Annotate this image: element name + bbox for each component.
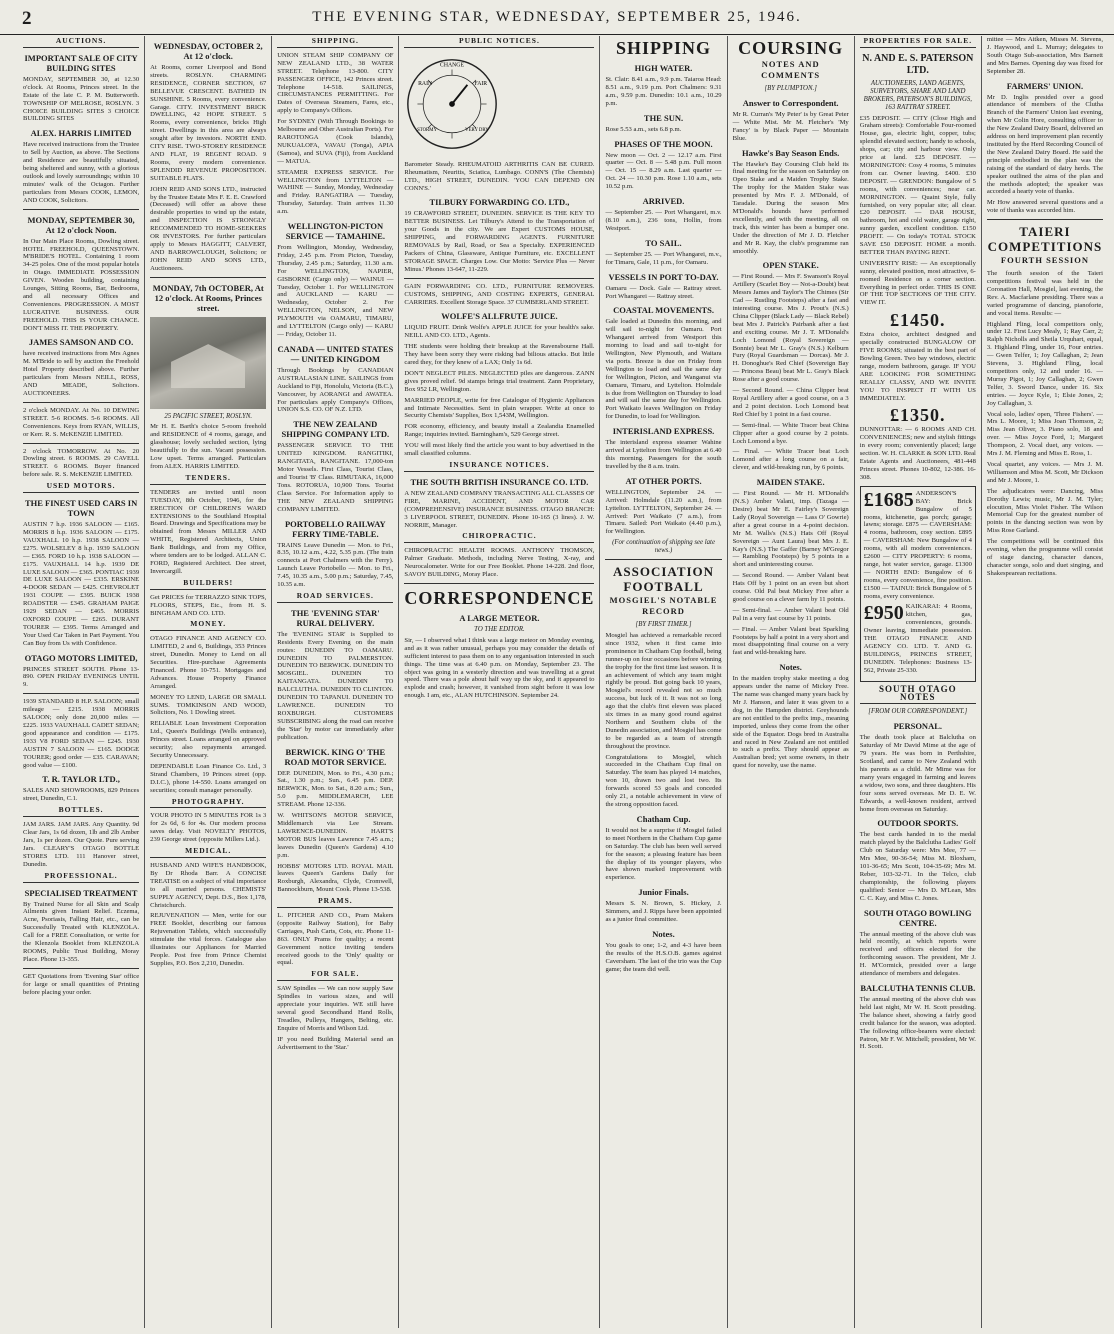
ad-text: HOBBS' MOTORS LTD. ROYAL MAIL leaves Queen's Gardens Daily for Roxburgh, Alexandra, Clyde, Cromwell, Bannockburn, Mount Cook. Phone 13-538. xyxy=(277,862,394,894)
ad-text: SAW Spindles — We can now supply Saw Spindles in various sizes, and will appreciate your inquiries. WE still have several good Secondhand Hand Rolls, Treadles, Pulleys, Hangers, Belting, etc. Enquire of Morris and Wilson Ltd. xyxy=(277,985,394,1032)
ad-heading: MONDAY, 7th OCTOBER, At 12 o'clock. At Rooms, Princes street. xyxy=(152,282,264,313)
column-auctions xyxy=(18,36,145,1328)
columns xyxy=(18,36,1108,1328)
news-text: Gale loaded at Dunedin this morning, and will sail to-night for Oamaru. Port Whangarei arrived from Westport this morning to load and sail to-night for Wellington, New Plymouth, and Waitara via ports. Breeze is due on Friday from Wellington to load and sail the same day for Wellington, Picton, and Wanganui via Oamaru, Timaru, and Lyttelton. Holmdale is due from Wellington on Thursday to load and will sail the same day for Wellington. Port Waikato leaves Wellington on Friday for Dunedin, to load for Wellington. xyxy=(605,318,722,421)
news-heading: BALCLUTHA TENNIS CLUB. xyxy=(860,983,976,993)
ad-text: UNIVERSITY RISE: — An exceptionally sunny, elevated position, most attractive, 6-roomed Residence on a corner section. Everything in perfect order. THIS IS ONE OF THE TOP SECTIONS OF THE CITY. VIEW IT. xyxy=(859,259,976,307)
news-text: It would not be a surprise if Mosgiel failed to meet Northern in the Chatham Cup game on Saturday. The club has been well served for the season; a pleasing feature has been the display of its younger players, who have shown marked improvement with experience. xyxy=(605,826,722,882)
byline: [FROM OUR CORRESPONDENT.] xyxy=(868,708,968,716)
ad-text: REJUVENATION — Men, write for our FREE Booklet, describing our famous Rejuvenation Tablets, which successfully stimulate the vital forces. Catalogue also illustrates our Appliances for Married People. Post free from Prince Chemist Supplies, P.O. Box 2,210, Dunedin. xyxy=(150,912,267,967)
ad-subheading: AUCTIONEERS, LAND AGENTS, SURVEYORS, SHARE AND LAND BROKERS, PATERSON'S BUILDINGS, 163 RATTRAY STREET. xyxy=(863,79,972,111)
section-heading: PUBLIC NOTICES. xyxy=(404,37,594,48)
ad-text: CHIROPRACTIC HEALTH ROOMS. ANTHONY THOMSON, Palmer Graduate. Methods, including Nerve Testing, X-ray, and Neurocalometer. Write for our Free Booklet. Phone 14-228. 2nd floor, SAVOY BUILDING, Moray Place. xyxy=(404,547,595,579)
shipping-heading: SHIPPING xyxy=(616,38,712,58)
ad-text: OTAGO FINANCE AND AGENCY CO. LIMITED, 2 and 6, Buildings, 353 Princes street, Dunedin. Money to Lend on all Securities. Hire-purchase Agreements Financed. Phone 10-751. Mortgages and Advances. House Property Finance Arranged. xyxy=(150,635,267,690)
correspondence-heading: CORRESPONDENCE xyxy=(404,587,595,608)
news-text: New moon — Oct. 2 — 12.17 a.m. First quarter — Oct. 8 — 5.48 p.m. Full moon — Oct. 15 — 8.29 a.m. Last quarter — Oct. 24 — 10.30 p.m. Rose 1.10 a.m., sets 10.52 p.m. xyxy=(605,151,722,191)
news-text: Mosgiel has achieved a remarkable record since 1932, when it first came into prominence in Chatham Cup football, being runner-up on four occasions before winning the trophy for the first time last season. It is an achievement of which any team might rightly be proud. But going back 10 years, Mosgiel's record revealed not so much success, but luck of it. It was not so long ago that the club's first eleven was placed six times in as many good round against Northern and Southern clubs of the Dunedin association, and Mosgiel has come to be regarded as a team of strength throughout the province. xyxy=(605,631,722,750)
section-heading: MONEY. xyxy=(150,620,266,631)
news-heading: OUTDOOR SPORTS. xyxy=(877,818,959,829)
dial-label-rain: RAIN xyxy=(418,80,433,87)
divider xyxy=(404,278,594,279)
ad-text: L. PITCHER AND CO., Pram Makers (opposite Railway Station), for Baby Carriages, Push Carts, Cots, etc. Phone 11-863. ONLY Prams for quality; a recent Government notice inviting tenders received goods to the 'Only' quality or equal. xyxy=(277,912,394,967)
news-text: — Second Round. — China Clipper beat Royal Artillery after a good course, on a 3 and 2 point decision. Loch Lomond beat Red Chief by 1 point in a fast course. xyxy=(732,387,849,418)
letter-subheading: TO THE EDITOR. xyxy=(474,625,525,633)
ad-heading: ALEX. HARRIS LIMITED xyxy=(30,128,132,139)
ad-text: A NEW ZEALAND COMPANY TRANSACTING ALL CLASSES OF FIRE, MARINE, ACCIDENT, AND MOTOR CAR (COMPREHENSIVE) INSURANCE BUSINESS. OTAGO BRANCH: 3 LIVERPOOL STREET, DUNEDIN. Phone 10-165 (3 lines). J. W. NORRIE, Manager. xyxy=(404,489,595,529)
price-heading: £1450. xyxy=(890,310,946,331)
ad-text: MONEY TO LEND, LARGE OR SMALL SUMS. TOMKINSON AND WOOD, Solicitors, No. 1 Dowling street. xyxy=(150,693,267,717)
divider xyxy=(23,968,139,969)
ad-heading: THE 'EVENING STAR' RURAL DELIVERY. xyxy=(291,607,380,628)
ad-text: JOHN REID AND SONS LTD., instructed by the Trustee Estate Mrs F. E. E. Crawford (Deceased) will offer as above these desirable properties to wind up the estate, and INSPECTION IS STRONGLY RECOMMENDED TO HOME-SEEKERS OR INVESTORS. For further particulars apply to Messrs HAGGITT, CALVERT, AND BARROWCLOUGH, Solicitors; or JOHN REID AND SONS LTD., Auctioneers. xyxy=(150,185,267,272)
section-heading: ROAD SERVICES. xyxy=(277,592,393,603)
news-text: The competitions will be continued this evening, when the programme will consist of stage dancing, character dances, character songs, solo and duet singing, and Shakespearean recitations. xyxy=(986,538,1104,577)
section-heading: PROFESSIONAL. xyxy=(23,872,139,883)
ad-heading: PORTOBELLO RAILWAY FERRY TIME-TABLE. xyxy=(284,518,386,539)
section-heading: USED MOTORS. xyxy=(23,482,139,493)
column-property-tenders xyxy=(145,36,272,1328)
news-heading: PHASES OF THE MOON. xyxy=(614,138,713,149)
ad-text: 19 CRAWFORD STREET, DUNEDIN. SERVICE IS THE KEY TO BETTER BUSINESS. Let Tilbury's Attend to the Transportation of your Goods in the city. We are Expert CUSTOMS HOUSE, SHIPPING, and FORWARDING AGENTS. FURNITURE REMOVALS by Rail, Road, or Sea a Specialty. EXPERIENCED Packers of China, Glassware, Antique Furniture, etc. EXCELLENT STORAGE SPACE. Charges Low. Our Motto: 'Service Plus — Never Minus.' Phones 13-647, 11-229. xyxy=(404,210,595,273)
ad-heading: JAMES SAMSON AND CO. xyxy=(28,337,134,348)
taieri-heading: TAIERI COMPETITIONS xyxy=(987,224,1103,255)
news-heading: Chatham Cup. xyxy=(636,813,691,824)
ad-text: Barometer Steady. RHEUMATOID ARTHRITIS CAN BE CURED. Rheumatism, Neuritis, Sciatica, Lumbago. CONN'S (The Chemists) LTD., HIGH STREET, DUNEDIN. 'YOU CAN DEPEND ON CONN'S.' xyxy=(404,160,595,192)
news-text: You goals to one; 1-2, and 4-3 have been the results of the H.S.O.B. games against Caversham. The last of the trio was the Cup game; the team did well. xyxy=(605,941,722,973)
dial-label-stormy: STORMY xyxy=(417,127,438,133)
ad-heading: SPECIALISED TREATMENT xyxy=(24,887,138,898)
price-heading: £1685 xyxy=(863,488,914,511)
news-text: The annual meeting of the above club was held recently, at which reports were received and officers elected for the forthcoming season. The president, Mr J. H. M'Cormick, presided over a large attendance of members and delegates. xyxy=(859,930,976,978)
section-heading: PRAMS. xyxy=(277,897,393,908)
column-properties xyxy=(855,36,982,1328)
news-text: — First Round. — Mrs F. Swanson's Royal Artillery (Scarlet Boy — Not-a-Doubt) beat Messrs James and Taylor's The Chimes (Sir Cad — Rustling Footsteps) after a fast and interesting course. Mrs J. Prout's (N.S.) China Clipper (Black Lady — Black Rebel) beat Mrs J. Patrick's Pairbank after a fast and exciting course. Mr J. T. M'Donald's Loch Lomond (Royal Sovereign — Bonnie) beat Mr L. Gray's (N.S.) Kelburn Fury (Royal Guardsman — Dorcas). Mr J. H. Donoghue's Red Chief (Sovereign Bay — Princess Beau) beat Mr L. Gray's Black Rose after a good course. xyxy=(732,273,849,384)
news-text: Vocal quartet, any voices. — Mrs J. M. Williamson and Miss M. Scott, Mr Dickson and Mr J. Moore, 1. xyxy=(986,460,1104,484)
column-taieri xyxy=(982,36,1108,1328)
section-heading: SOUTH OTAGO NOTES xyxy=(860,686,976,705)
section-heading: CHIROPRACTIC. xyxy=(404,532,594,543)
dial-label-change: CHANGE xyxy=(440,62,465,69)
section-heading: AUCTIONS. xyxy=(23,37,139,48)
ad-text: DUNNOTTAR: — 6 ROOMS AND CH. CONVENIENCES; new and stylish fittings in every room; conveniently placed; large section. W. H. CLARKE & SON LTD. Real Estate Agents and Auctioneers, 481-448 Princes street. Phones 10-802, 12-386. 16-308. xyxy=(859,426,976,481)
ad-text: HUSBAND AND WIFE'S HANDBOOK, By Dr Rhoda Barr. A CONCISE TREATISE on a subject of vital importance to all married persons. CHEMISTS' SUPPLY AGENCY, Dept. D.S., Box 1,178, Christchurch. xyxy=(150,861,267,909)
section-heading: PROPERTIES FOR SALE. xyxy=(860,37,976,48)
property-list-box xyxy=(860,486,976,682)
ad-text: UNION STEAM SHIP COMPANY OF NEW ZEALAND LTD., 38 WATER STREET. Telephone 13-800. CITY PASSENGER OFFICE, 142 Princes street. Telephone 14-518. SAILINGS, CIRCUMSTANCES PERMITTING. For Dates of Overseas Steamers, Fares, etc., apply to Company's Offices. xyxy=(277,51,394,115)
section-heading: MEDICAL. xyxy=(150,847,266,858)
news-heading: TO SAIL. xyxy=(645,237,682,248)
news-text: In the maiden trophy stake meeting a dog appears under the name of Mickey Free. The name was changed many years back by Mr J. Hanson, and later it was given to a dog, in the Hampden district. Greyhounds are not entitled to the prefix imp., meaning imported, unless they come from the other side of the Equator. Dogs bred in Australia and raced in New Zealand are not entitled to such a prefix. They should appear as Australian bred; yet some owners, in their quest for novelty, use the name. xyxy=(732,675,849,770)
news-heading: PERSONAL. xyxy=(893,721,943,732)
section-heading: BUILDERS! xyxy=(150,579,266,590)
ad-heading: THE FINEST USED CARS IN TOWN xyxy=(24,498,138,519)
letter-heading: A LARGE METEOR. xyxy=(459,612,540,623)
ad-heading: MONDAY, SEPTEMBER 30, At 12 o'clock Noon. xyxy=(27,214,135,235)
news-heading: COASTAL MOVEMENTS. xyxy=(613,305,714,316)
ad-text: RELIABLE Loan Investment Corporation Ltd., Queen's Buildings (Wells entrance), Princes street. Loans arranged on approved security; also repayments arranged. Security Unnecessary. xyxy=(150,720,267,759)
ad-text: THE students were holding their breakup at the Ravensbourne Hall. They have been sorry they were risking bad bilious attacks. But little cared they, for they knew of a LAX; Only 1s 6d. xyxy=(404,343,595,367)
news-note: (For continuation of shipping see late news.) xyxy=(612,539,715,555)
ad-text: MARRIED PEOPLE, write for free Catalogue of Hygienic Appliances and Intimate Necessities. Sent in plain wrapper. Write at once to Security Chemists' Supplies, Box 1,543M, Wellington. xyxy=(404,396,595,420)
ad-text: Mr H. E. Barth's choice 5-room freehold and RESIDENCE of 4 rooms, garage, and glasshouse; lovely secluded section, lying beautifully to the sun. Vacant possession. Low upset. Terms arranged. Particulars from ALEX. HARRIS LIMITED. xyxy=(150,423,267,470)
byline: [BY PLUMPTON.] xyxy=(764,85,817,92)
news-text: Mr D. Inglis presided over a good attendance of members of the Clutha Branch of the Farmers' Union last evening, when Mr Colin Hore, consulting officer to the New Zealand Dairy Board, delivered an address on herd improvement plan recently instituted by the Herd Recording Council of the New Zealand Dairy Board. He said the principle embodied in the plan was the raising of the standard of dairy herds. The speaker outlined the aims of the plan and the methods adopted; the speaker was accorded a hearty vote of thanks. xyxy=(986,93,1104,196)
dial-label-fair: FAIR xyxy=(474,80,488,87)
ad-heading: TILBURY FORWARDING CO. LTD., xyxy=(429,197,570,208)
ad-heading: WEDNESDAY, OCTOBER 2, At 12 o'clock. xyxy=(153,41,263,61)
news-text: Congratulations to Mosgiel, which succeeded in the Chatham Cup final on Saturday. The team has played 14 matches, won 10, drawn two and lost two. Its forwards scored 53 goals and conceded only 21, a notable achievement in view of the strong opposition faced. xyxy=(605,753,722,808)
divider xyxy=(605,559,721,560)
ad-text: ANDERSON'S BAY: Brick Bungalow of 5 rooms, kitchenette, gas porch; garage; lawns; storage. £875 — CAVERSHAM: 4 rooms, bathroom, cosy section. £895 — CAVERSHAM: New Bungalow of 4 rooms, with all modern conveniences. £2600 — CITY PROPERTY: 6 rooms, range, hot water service, garage. £1300 — NORTH END: Bungalow of 6 rooms, every convenience, fine position. £1500 — TAINUI: Brick Bungalow of 5 rooms, every convenience. xyxy=(863,489,972,600)
ad-text: From Wellington, Monday, Wednesday, Friday, 2.45 p.m. From Picton, Tuesday, Thursday, 2.45 p.m.; Saturday, 11.30 a.m. For WELLINGTON, NAPIER, GISBORNE (Cargo only) — WAINUI — Tuesday, October 1. For WELLINGTON and AUCKLAND — KARU — Wednesday, October 2. For WELLINGTON, NELSON, and NEW PLYMOUTH via OAMARU, TIMARU, and LYTTELTON (Cargo only) — KARU — Friday, October 11. xyxy=(277,244,394,338)
divider xyxy=(23,443,139,444)
ad-text: have received instructions from Mrs Agnes M. M'Bride to sell by auction the Freehold Hotel Property described above. Further particulars from Messrs NEILL, ROSS, AND MEADE, Solicitors. AUCTIONEERS. xyxy=(23,350,140,397)
news-heading: ARRIVED. xyxy=(642,196,685,207)
ad-text: GAIN FORWARDING CO. LTD., FURNITURE REMOVERS. CUSTOMS, SHIPPING, AND COSTING EXPERTS, GENERAL CARRIERS. Excellent Storage Space. 37 CUMBERLAND STREET. xyxy=(404,282,595,306)
ad-text: 2 o'clock MONDAY. At No. 10 DEWING STREET. 5-6 ROOMS. 5-6 ROOMS. All Conveniences. Keys from RYAN, WILLIS, or Kerr. R. S. McKENZIE LIMITED. xyxy=(23,406,140,438)
ad-text: STEAMER EXPRESS SERVICE. For WELLINGTON from LYTTELTON — WAHINE — Sunday, Monday, Wednesday and Friday. RANGATIRA — Tuesday, Thursday, Saturday. Train arrives 11.30 a.m. xyxy=(277,168,394,216)
football-heading: ASSOCIATION FOOTBALL xyxy=(612,564,715,595)
ad-text: £35 DEPOSIT. — CITY (Close High and Graham streets): Comfortable Four-roomed House, gas, electric light, copper, tubs; splendid elevated section; handy to schools, shops, car; city and harbour view. Only price at land. £25 DEPOSIT. — MORNINGTON: Cosy 4 rooms, 5 minutes from car. Owner leaving. £400. £30 DEPOSIT. — GRENDON: Bungalow of 5 rooms, with conveniences; near car. MORNINGTON. — Quaint Style, fully furnished, on very popular site; all clear. £20 DEPOSIT. — DAR HOUSE, bathroom, hot and cold water, garage right, sunny garden, excellent condition. £150 PROFIT. — On today's TOTAL STOCK SAVE £50 DEPOSIT. HOME a month. BETTER THAN PAYING RENT. xyxy=(859,114,976,256)
news-text: — First Round. — Mr H. M'Donald's (N.S.) Amber Valani, imp. (Tazaga — Desire) beat Mr E. Fairley's Sovereign Lady (Royal Sovereign — Lass O' Gowrie) after a great course in a 4-point decision. Mr M. Walls's (N.S.) Hats Off (Royal Sovereign — Aunt Laura) beat Mrs J. E. Kay's (N.S.) The Gaffer (Barney M'Gregor — Rambling Footsteps) by 5 points in a short and uninteresting course. xyxy=(732,490,849,569)
news-text: St. Clair: 8.41 a.m., 9.9 p.m. Taiaroa Head: 8.51 a.m., 9.19 p.m. Port Chalmers: 9.31 a.m., 9.59 p.m. Dunedin: 10.1 a.m., 10.29 p.m. xyxy=(605,76,722,107)
news-text: Rose 5.53 a.m., sets 6.8 p.m. xyxy=(605,125,682,133)
divider xyxy=(404,583,594,584)
barometer-dial-icon xyxy=(404,56,500,152)
news-heading: MAIDEN STAKE. xyxy=(756,477,825,488)
news-heading: Notes. xyxy=(652,928,675,939)
news-text: The best cards handed in to the medal match played by the Balclutha Ladies' Golf Club on Saturday were: Mrs Mee, 77 — Mrs Mee, 90-36-54; Miss M. Bloxham, 101-36-65; Mrs Scott, 104-35-69; Mrs M. Reber, 103-32-71. In the Telco, club championship, the following players qualified: Senior — Mrs D. M'Lean, Mrs C. C. Kay, and Miss C. Jones. xyxy=(859,831,976,902)
news-heading: Junior Finals. xyxy=(638,887,689,898)
coursing-heading: COURSING xyxy=(738,38,844,58)
section-heading: TENDERS. xyxy=(150,474,266,485)
page-number: 2 xyxy=(22,8,32,29)
ad-heading: WOLFE'S ALLFRUTE JUICE. xyxy=(441,311,558,322)
ad-text: IF you need Building Material send an Advertisement to the 'Star.' xyxy=(277,1035,394,1051)
news-text: — September 25. — Port Whangarei, m.v., for Timaru, Gale, 11 p.m., for Oamaru. xyxy=(605,250,722,266)
news-text: Messrs S. N. Brown, S. Hickey, J. Simmers, and J. Ripps have been appointed as a junior final committee. xyxy=(605,900,722,924)
ad-text: DEPENDABLE Loan Finance Co. Ltd., 3 Strand Chambers, 19 Princes street (opp. D.I.C.), phone 14-550. Loans arranged on securities; consult manager personally. xyxy=(150,762,267,794)
ad-text: At Rooms, corner Liverpool and Bond streets. ROSLYN. CHARMING RESIDENCE, CORNER SECTION, 67 BELLEVUE CRESCENT. BATHED IN SUNSHINE. 5 Rooms, every convenience. Garage. CITY. INVESTMENT BRICK DWELLING, 42 HOPE STREET. 5 Rooms, every convenience, bricks High street. Dwellings in this area are always sought after by investors. NORTH END. CITY RISE. TWO-STOREY RESIDENCE AND FLAT, 19 REGENT ROAD. 9 Rooms, every modern convenience. SPLENDID REVENUE PROPOSITION. SUITABLE FLATS. xyxy=(150,64,267,182)
ad-heading: THE NEW ZEALAND SHIPPING COMPANY LTD. xyxy=(281,419,390,440)
news-text: — Final. — Amber Valani beat Sparkling Footsteps by half a point in a very short and most disappointing final course on a very fast and wild-breaking hare. xyxy=(732,625,849,657)
news-heading: AT OTHER PORTS. xyxy=(625,475,702,486)
news-text: Vocal solo, ladies' open, 'Three Fishers'. — Mrs L. Moore, 1; Miss Joan Thomson, 2; Miss Jean Oliver, 3. Piano solo, 18 and over. — Miss Joyce Ford, 1; Margaret Thompson, 2. Vocal duet, any voices. — Mrs J. M. Fleming and Miss E. Ross, 1. xyxy=(986,410,1104,458)
ad-text: FOR economy, efficiency, and beauty install a Zealandia Enamelled Range; inquiries invited. Barningham's, 529 George street. xyxy=(404,423,595,439)
ad-text: The 'EVENING STAR' is Supplied to Residents Every Evening on the main routes: DUNEDIN TO OAMARU. DUNEDIN TO PALMERSTON. DUNEDIN TO BERWICK. DUNEDIN TO MOSGIEL. DUNEDIN TO KAITANGATA. DUNEDIN TO BALCLUTHA. DUNEDIN TO CLINTON. DUNEDIN TO TAPANUI. DUNEDIN TO LAWRENCE. DUNEDIN TO ROXBURGH. CUSTOMERS SUBSCRIBING along the road can receive the 'Star' by motor car immediately after publication. xyxy=(277,630,394,741)
column-coursing xyxy=(728,36,855,1328)
ad-text: Have received instructions from the Trustee to Sell by Auction, as above. The Sections and Residence are beautifully situated, being sheltered and sunny, with a glorious outlook and lovely surroundings; within 10 minutes' walk of the Octagon. Further particulars from Messrs COOK, LEMON, AND COOK, Solicitors. xyxy=(23,141,140,204)
ad-text: By Trained Nurse for all Skin and Scalp Ailments given Instant Relief. Eczema, Acne, Psoriasis, Falling Hair, etc., can be Successfully Treated with KLENZOLA. Call for a FREE Consultation, or write for the Klenzola Booklet from KLENZOLA ROOMS, Public Trust Building, Moray Place. Phone 13-355. xyxy=(23,900,140,963)
news-text: Mr How answered several questions and a vote of thanks was accorded him. xyxy=(986,199,1104,215)
ad-text: GET Quotations from 'Evening Star' office for large or small quantities of Printing before placing your order. xyxy=(23,972,140,996)
ad-text: PASSENGER SERVICE TO THE UNITED KINGDOM. RANGITIKI, RANGITATA, RANGITANE. 17,000-ton Motor Vessels. First Class, Tourist Class, and Tourist 'B' Class. RIMUTAKA, 16,000 Tons. ROTORUA, 10,900 Tons. Tourist Class Service. For Information apply to THE NEW ZEALAND SHIPPING COMPANY LIMITED. xyxy=(277,442,394,513)
byline: [BY FIRST TIMER.] xyxy=(635,621,692,629)
divider xyxy=(23,209,139,210)
ad-heading: T. R. TAYLOR LTD., xyxy=(42,774,120,785)
news-text: The Hawke's Bay Coursing Club held its final meeting for the season on Saturday on Opeo Stake and a Maiden Trophy Stake. The trophy for the Maiden Stake was presented by Mrs F. J. M'Donald, of Taradale. During the season Mrs M'Donald's hounds have performed excellently, and with the meeting, all on track, this winter has been a bumper one. Under the direction of Mr J. D. Fletcher and Mr R. Kay, the club's programme ran smoothly. xyxy=(732,160,849,255)
section-heading: BOTTLES. xyxy=(23,806,139,817)
ad-text: In Our Main Place Rooms, Dowling street. HOTEL FREEHOLD, QUEENSTOWN. M'BRIDE'S HOTEL. Containing 1 room 34-25 poles. One of the most popular hotels in Otago. IMMEDIATE POSSESSION GIVEN. Wooden building, containing Lounges, Sitting Rooms, Bar, Bedrooms, and all necessary Offices and Conveniences. PROGRESSION. A MOST LUCRATIVE BUSINESS. OUR FREEHOLD. THIS IS YOUR CHANCE. DON'T MISS IT. THE PROPERTY. xyxy=(23,237,140,332)
football-subheading: MOSGIEL'S NOTABLE RECORD xyxy=(609,595,718,617)
news-heading: SOUTH OTAGO BOWLING CENTRE. xyxy=(864,907,972,928)
ad-text: SALES AND SHOWROOMS, 829 Princes street, Dunedin, C.1. xyxy=(23,787,140,803)
ad-text: AUSTIN 7 h.p. 1936 SALOON — £165. MORRIS 8 h.p. 1936 SALOON — £175. VAUXHALL 10 h.p. 1938 SALOON — £275. WOLSELEY 8 h.p. 1939 SALOON — £365. FORD 10 h.p. 1938 SALOON — £175. VAUXHALL 14 h.p. 1939 DE LUXE SALOON — £365. PONTIAC 1939 DE LUXE SALOON — £335. ERSKINE 4-DOOR SEDAN — £425. CHEVROLET 1931 COUPE — £395. BUICK 1938 ROADSTER — £345. GRAHAM PAIGE 1929 SEDAN — £465. MORRIS OXFORD COUPE — £265. DURANT TOURER — £395. Terms Arranged and Your Used Car Taken in Part Payment. You Can Buy from Us with Confidence. xyxy=(23,521,140,647)
news-text: — Semi-final. — White Tracer beat China Clipper after a good course by 2 points. Loch Lomond a bye. xyxy=(732,421,849,445)
news-heading: HIGH WATER. xyxy=(634,63,693,73)
divider xyxy=(23,402,139,403)
news-heading: Notes. xyxy=(779,662,802,673)
section-heading: SHIPPING. xyxy=(277,37,393,48)
column-shipping-news xyxy=(600,36,727,1328)
ad-text: MONDAY, SEPTEMBER 30, at 12.30 o'clock. At Rooms, Princes street. In the Estate of the late C. P. M. Butterworth. TOWNSHIP OF MELROSE, ROSLYN. 3 CHOICE BUILDING SITES 3 CHOICE BUILDING SITES xyxy=(23,75,140,123)
news-text: Oamaru — Dock. Gale — Rattray street. Port Whangarei — Rattray street. xyxy=(605,284,722,300)
news-heading: OPEN STAKE. xyxy=(762,260,819,271)
ad-text: KAIKARAI: 4 Rooms, kitchen, gas, conveniences, grounds. Owner leaving, immediate possession. THE OTAGO FINANCE AND AGENCY CO. LTD. T. AND G. BUILDINGS, PRINCES STREET, DUNEDIN. Telephones: Business 13-562, Private 25-330. xyxy=(863,603,972,674)
ad-heading: OTAGO MOTORS LIMITED, xyxy=(24,652,138,663)
news-heading: THE SUN. xyxy=(643,112,684,123)
news-text: The death took place at Balclutha on Saturday of Mr David Mime at the age of 79 years. He was born in Perthshire, Scotland, and came to New Zealand with his parents as a child. Mr Mime was for many years engaged in farming and leaves a widow, two sons, and three daughters. His four sons served overseas. Mr D. E. W. Edwards, a well-known resident, arrived home from overseas on Saturday. xyxy=(859,734,976,813)
news-heading: Hawke's Bay Season Ends. xyxy=(742,147,840,158)
section-heading: FOR SALE. xyxy=(277,970,393,981)
ad-text: JAM JARS. JAM JARS. Any Quantity. 9d Clear Jars, 1s 6d dozen, 1lb and 2lb Amber Jars, 1s per dozen. Our Quote. Pure serving Jars. CLEARY'S OTAGO BOTTLE STORES LTD. 111 Hanover street, Dunedin. xyxy=(23,821,140,868)
section-heading: INSURANCE NOTICES. xyxy=(404,461,594,472)
ad-text: TRAINS Leave Dunedin — Mon. to Fri., 8.35, 10.12 a.m., 4.22, 5.35 p.m. (The train connects at Port Chalmers with the Ferry). Launch Leave Portobello — Mon. to Fri., 7.45, 10.35 a.m., 5.00 p.m.; Saturday, 7.45, 10.35 a.m. xyxy=(277,541,394,589)
ad-text: TENDERS are invited until noon TUESDAY, 8th October, 1946, for the ERECTION OF CHILDREN'S WARD EXTENSIONS to the Southland Hospital Board. Drawings and Specifications may be obtained from Messrs MILLER AND WHITE, Registered Architects, Union Bank Buildings, and from my Office, where tenders are to be lodged. ALLAN C. FORD, Registered Architect. Dee street, Invercargill. xyxy=(150,488,267,575)
price-heading: £950 xyxy=(863,602,904,625)
news-heading: FARMERS' UNION. xyxy=(1006,80,1084,91)
news-text: Mr R. Curran's 'My Peter' is by Great Peter — White Mist. Mr M. Fletcher's 'My Fancy' is by Black Paper — Mountain Blue. xyxy=(732,110,849,142)
ad-heading: CANADA — UNITED STATES — UNITED KINGDOM xyxy=(277,343,394,364)
price-heading: £1350. xyxy=(890,405,946,426)
taieri-subheading: FOURTH SESSION xyxy=(1000,255,1089,266)
ad-text: Through Bookings by CANADIAN AUSTRALASIAN LINE. SAILINGS from Auckland to Fiji, Honolulu, Victoria (B.C.), Vancouver, by AORANGI and AWATEA. For particulars apply Company's Offices, UNION S.S. CO. OF N.Z. LTD. xyxy=(277,366,394,414)
column-shipping-ads xyxy=(272,36,399,1328)
letter-text: Sir, — I observed what I think was a large meteor on Monday evening, and as it was rather unusual, perhaps you may consider the details of sufficient interest to pass them on to any organisation interested in such things. The time was at 6.40 p.m. on Monday, September 23. The object was going in a westerly direction and was travelling at a great speed. There was a pole about half way up the sky, and it appeared to explode and crash; however, it vanished from sight before it was low enough. I am, etc., ALAN HUTCHINSON. September 24. xyxy=(404,636,595,700)
ad-text: 2 o'clock TOMORROW. At No. 20 Dowling street. 6 ROOMS. 29 CAVELL STREET. 6 ROOMS. Buyer financed before sale. R. S. McKENZIE LIMITED. xyxy=(23,447,140,479)
news-text: The fourth session of the Taieri competitions festival was held in the Coronation Hall, Mosgiel, last evening, the Rev. A. Macfarlane presiding. There was a varied programme of dancing, pianoforte, and vocal items. Results: — xyxy=(986,270,1104,317)
news-heading: VESSELS IN PORT TO-DAY. xyxy=(608,271,719,282)
ad-text: YOU will most likely find the article you want to buy advertised in the small classified columns. xyxy=(404,442,595,458)
ad-text: Get PRICES for TERRAZZO SINK TOPS, FLOORS, STEPS, Etc., from H. S. BINGHAM AND CO. LTD. xyxy=(150,593,267,617)
news-text: The annual meeting of the above club was held last night, Mr W. H. Scott presiding. The balance sheet, showing a fairly good credit balance for the season, was adopted. The following office-bearers were elected: Patron, Mr F. W. Mitchell; president, Mr W. H. Scott. xyxy=(859,996,976,1051)
news-text: WELLINGTON, September 24. — Arrived: Holmdale (11.20 a.m.), from Lyttelton. LYTTELTON, September 24. — Arrived: Port Waikato (7 a.m.), from Timaru. Sailed: Port Waikato (4.40 p.m.), for Wellington. xyxy=(605,488,722,536)
news-text: — September 25. — Port Whangarei, m.v. (8.10 a.m.), 236 tons, Hollin, from Westport. xyxy=(605,209,722,232)
ad-heading: WELLINGTON-PICTON SERVICE — TAMAHINE. xyxy=(285,221,385,242)
section-heading: PHOTOGRAPHY. xyxy=(150,798,266,809)
ad-heading: BERWICK. KING O' THE ROAD MOTOR SERVICE. xyxy=(284,746,387,767)
masthead xyxy=(0,0,1114,35)
ad-text: Extra choice, architect designed and specially constructed BUNGALOW OF FIVE ROOMS; situated in the best part of Bowling Green. Two bay windows, electric range, modern bathroom, garage. IF YOU ARE LOOKING FOR SOMETHING REALLY CLASSY, AND WE INVITE YOU TO INSPECT IT WITH US IMMEDIATELY. xyxy=(859,331,976,402)
ad-heading: N. AND E. S. PATERSON LTD. xyxy=(862,52,974,76)
ad-text: LIQUID FRUIT. Drink Wolfe's APPLE JUICE for your health's sake. NEILL AND CO. LTD., Agents. xyxy=(404,324,595,340)
dial-label-very-dry: VERY DRY xyxy=(465,127,490,133)
ad-heading: IMPORTANT SALE OF CITY BUILDING SITES xyxy=(24,52,138,73)
ad-text: DEP. DUNEDIN, Mon. to Fri., 4.30 p.m.; Sat., 1.30 p.m.; Sun., 6.45 p.m. DEP. BERWICK, Mon. to Sat., 8.20 a.m.; Sun., 5.0 p.m. MIDDLEMARCH, LEE STREAM. Phone 12-336. xyxy=(277,769,394,809)
house-photo xyxy=(150,317,266,409)
ad-text: YOUR PHOTO IN 5 MINUTES FOR 1s 3 for 2s 6d, 6 for 4s. Our modern process saves delay. Visit NOVELTY PHOTOS, 239 George street (opposite Millers Ltd.). xyxy=(150,812,267,844)
news-heading: Answer to Correspondent. xyxy=(742,97,839,108)
ad-text: For SYDNEY (With Through Bookings to Melbourne and Other Australian Ports). For RAROTONGA (Cook Islands), NUKUALOFA, VAVAU (Tonga), APIA (Samoa), and SUVA (Fiji), from Auckland — MATUA. xyxy=(277,118,394,165)
news-text: The adjudicators were: Dancing, Miss Dorothy Lewis; music, Mr J. M. Tyler; elocution, Miss Violet Fisher. The Wilson Memorial Cup for the greatest number of points in the dancing section was won by Miss Rose Garland. xyxy=(986,487,1104,535)
photo-caption: 25 PACIFIC STREET, ROSLYN. xyxy=(164,412,253,420)
news-text: Highland Fling, local competitors only, under 12. First Lucy Mealy, 1; Ray Carr, 2; Ralph Nicholls and Sheila Urquhart, equal, 3. Highland Fling, under 16, Four entries. — Gwen Telfer, 1; Joy Callaghan, 2; Jean Stevens, 3. Highland Fling, local competitors only, 12 and under 16. — Murray Pigot, 1; Joy Callaghan, 2; Gwen Telfer, 3. Sword Dance, under 16. Six entries. — Joyce Kyle, 1; Elsie Jones, 2; Joy Callaghan, 3. xyxy=(986,320,1104,407)
ad-text: DON'T NEGLECT PILES. NEGLECTED piles are dangerous. ZANN gives proved relief. 9d stamps brings trial treatment. Zann Proprietary, Box 952 LR, Wellington. xyxy=(404,369,595,393)
column-public-notices xyxy=(399,36,600,1328)
ad-text: 1939 STANDARD 8 H.P. SALOON; small mileage — £215. 1938 MORRIS SALOON; only done 20,000 miles — £225. 1933 VAUXHALL CADET SEDAN; good appearance and condition — £175. 1933 V8 FORD SEDAN — £245. 1930 AUSTIN 7 SALOON — £165. DODGE TOURER; good order — £35. CARAVAN; good value — £100. xyxy=(23,698,140,769)
divider xyxy=(987,219,1103,220)
news-heading: INTERISLAND EXPRESS. xyxy=(612,426,715,437)
ad-text: W. WHITSON'S MOTOR SERVICE, Middlemarch via Lee Stream. LAWRENCE-DUNEDIN. HART'S MOTOR BUS leaves Lawrence 7.45 a.m.; leaves Dunedin (Queen's Gardens) 4.10 p.m. xyxy=(277,812,394,859)
news-text: mittee — Mrs Aitken, Misses M. Stevens, J. Haywood, and L. Murray; delegates to South Otago Sub-association, Mrs Barnett and Mrs Barnes. Opening day was fixed for September 28. xyxy=(986,36,1104,75)
news-text: — Final. — White Tracer beat Loch Lomond after a long course on a fair, clever, and wild-breaking run, by 6 points. xyxy=(732,448,849,472)
masthead-title: THE EVENING STAR, WEDNESDAY, SEPTEMBER 25, 1946. xyxy=(312,9,802,25)
news-text: — Semi-final. — Amber Valani beat Old Pal in a very fast course by 11 points. xyxy=(732,606,849,622)
coursing-subheading: NOTES AND COMMENTS xyxy=(761,59,821,80)
news-text: The interisland express steamer Wahine arrived at Lyttelton from Wellington at 6.40 this morning. Passengers for the south travelled by the 8 a.m. train. xyxy=(605,439,722,470)
news-text: — Second Round. — Amber Valani beat Hats Off by 1 point on an even but short course. Old Pal beat Mickey Free after a good course on a clever farm by 11 points. xyxy=(732,572,849,603)
ad-heading: THE SOUTH BRITISH INSURANCE CO. LTD. xyxy=(410,476,589,487)
ad-text: PRINCES STREET SOUTH. Phone 13-890. OPEN FRIDAY EVENINGS UNTIL 9. xyxy=(23,665,140,689)
divider xyxy=(150,277,266,278)
divider xyxy=(23,693,139,694)
